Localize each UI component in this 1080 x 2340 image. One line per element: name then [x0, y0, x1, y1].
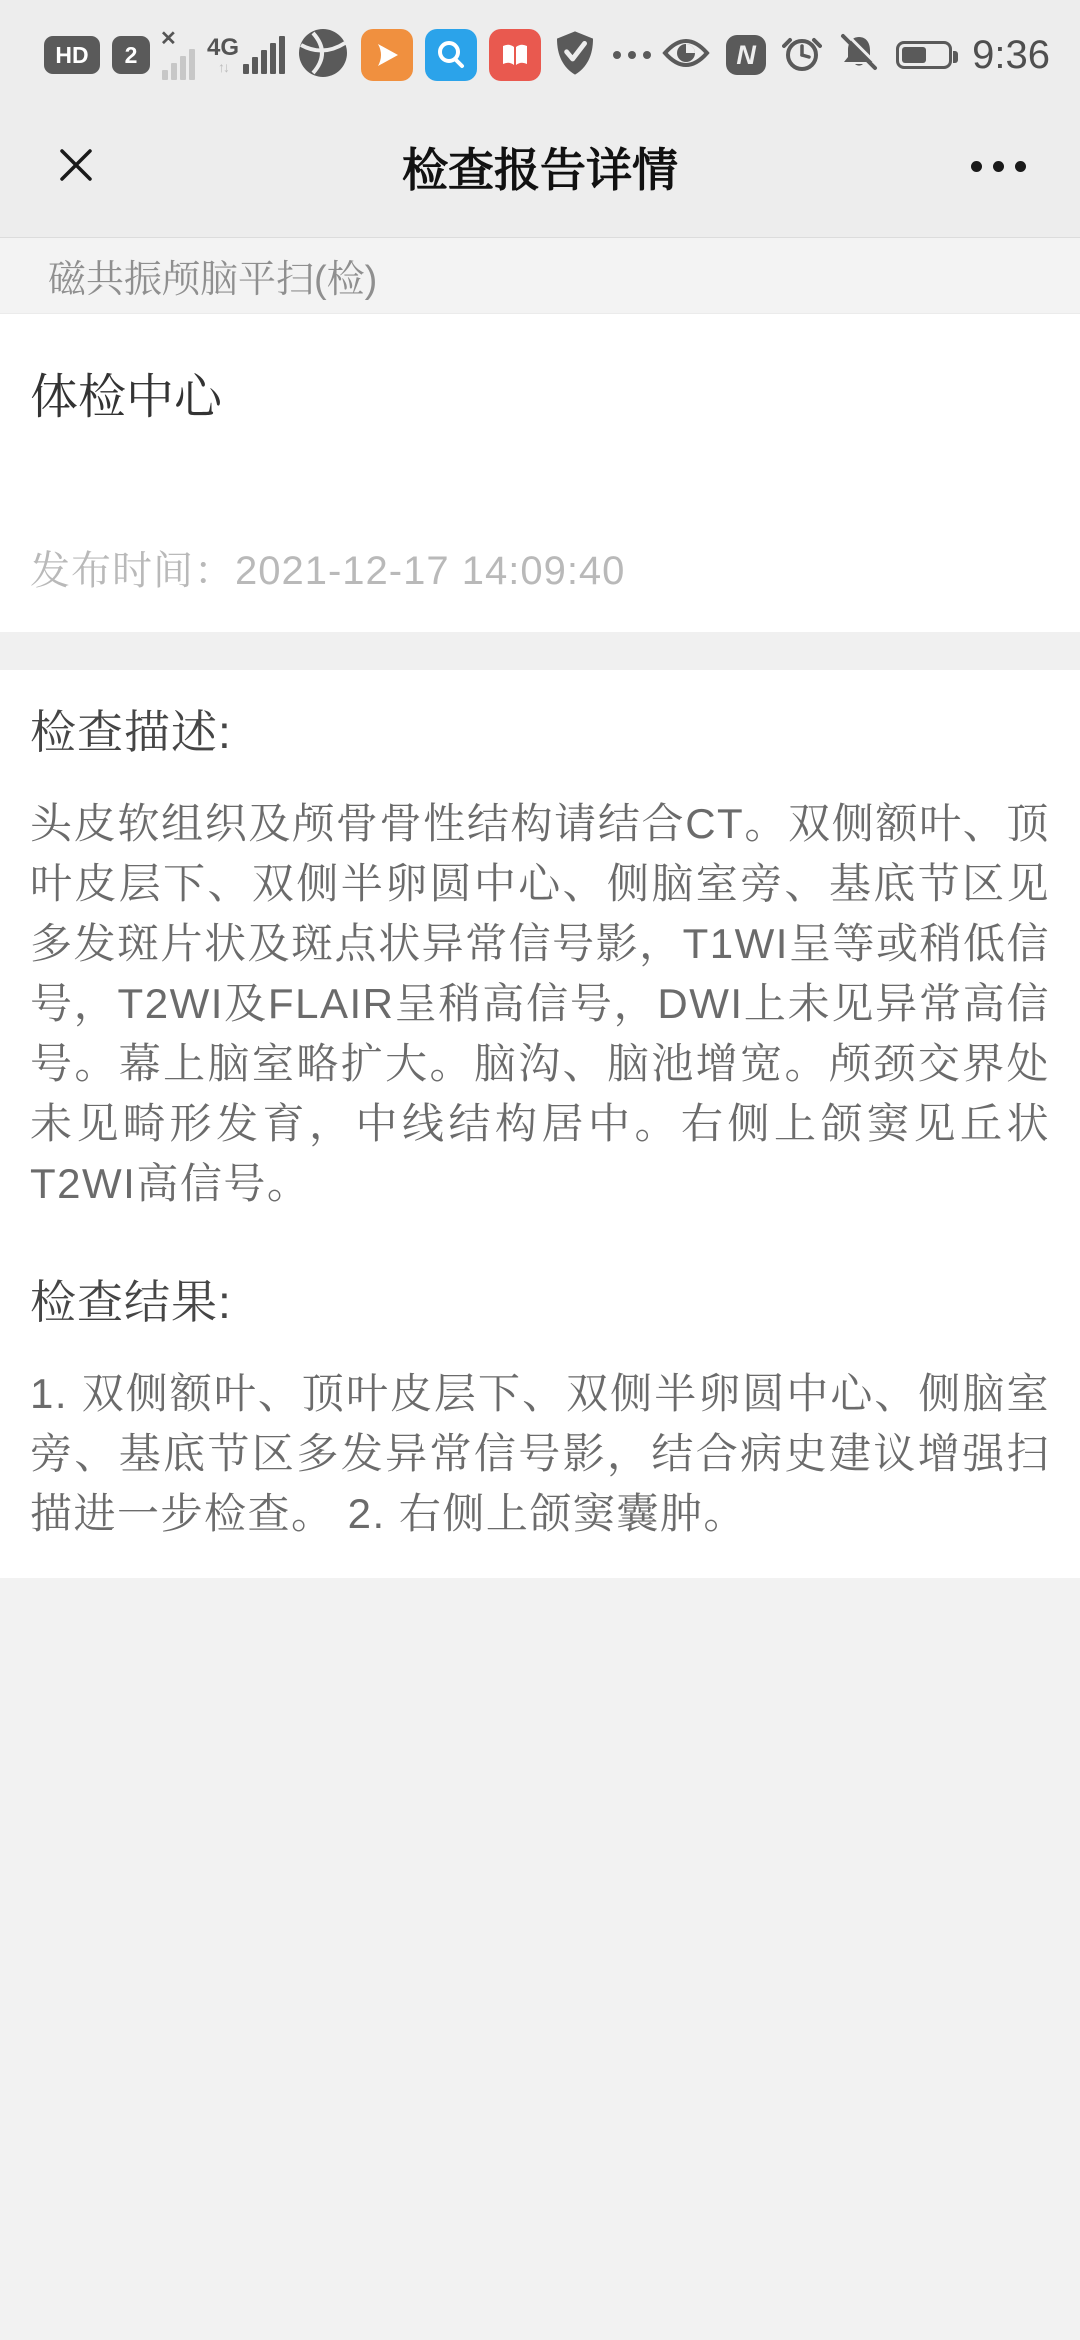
mute-icon [838, 33, 880, 78]
more-menu-icon [971, 161, 1026, 172]
eye-protection-icon [662, 36, 710, 75]
more-notifications-icon [613, 51, 651, 59]
sim2-badge-label: 2 [124, 41, 138, 68]
nfc-icon: N [726, 35, 766, 75]
publish-time-value: 2021-12-17 14:09:40 [235, 549, 626, 593]
close-button[interactable] [44, 133, 108, 200]
report-name-label: 磁共振颅脑平扫(检) [48, 259, 378, 301]
status-time: 9:36 [972, 32, 1050, 77]
reader-app-icon [489, 29, 541, 81]
battery-icon [896, 41, 952, 69]
alarm-icon [782, 33, 822, 78]
status-bar [0, 0, 1080, 96]
result-text: 1. 双侧额叶、顶叶皮层下、双侧半卵圆中心、侧脑室旁、基底节区多发异常信号影，结合病史建议增强扫描进一步检查。 2. 右侧上颌窦囊肿。 [30, 1370, 1050, 1537]
sim2-4g-signal-icon [207, 36, 285, 74]
more-menu-button[interactable] [961, 151, 1036, 182]
publish-time-label: 发布时间： [30, 549, 235, 593]
status-right-cluster [662, 33, 1050, 78]
report-source: 体检中心 [30, 371, 223, 424]
description-heading: 检查描述: [30, 706, 232, 758]
nav-bar [0, 96, 1080, 238]
close-icon [54, 143, 98, 190]
sim1-no-signal-icon [160, 27, 195, 80]
browser-app-icon [297, 27, 349, 84]
result-heading: 检查结果: [30, 1276, 232, 1328]
report-name-bar [0, 238, 1080, 314]
hd-badge-icon [44, 36, 100, 74]
description-text: 头皮软组织及颅骨骨性结构请结合CT。双侧额叶、顶叶皮层下、双侧半卵圆中心、侧脑室旁、基底节区见多发斑片状及斑点状异常信号影，T1WI呈等或稍低信号，T2WI及FLAIR呈稍高信号，DWI上未见异常高信号。幕上脑室略扩大。脑沟、脑池增宽。颅颈交界处未见畸形发育，中线结构居中。右侧上颌窦见丘状T2WI高信号。 [30, 800, 1050, 1207]
section-divider [0, 632, 1080, 670]
video-app-icon [361, 29, 413, 81]
no-signal-x-icon: ✕ [160, 27, 177, 50]
report-sections [0, 696, 1080, 1578]
security-shield-icon [553, 29, 597, 82]
report-content [0, 314, 1080, 1578]
publish-time-row [0, 427, 1080, 632]
hd-badge-label: HD [55, 41, 89, 68]
sim2-badge-icon [112, 36, 150, 74]
status-left-cluster [44, 27, 651, 84]
page-title: 检查报告详情 [402, 143, 678, 196]
network-type-label: 4G [207, 34, 240, 61]
search-app-icon [425, 29, 477, 81]
data-arrows-icon: ↑↓ [218, 59, 228, 75]
